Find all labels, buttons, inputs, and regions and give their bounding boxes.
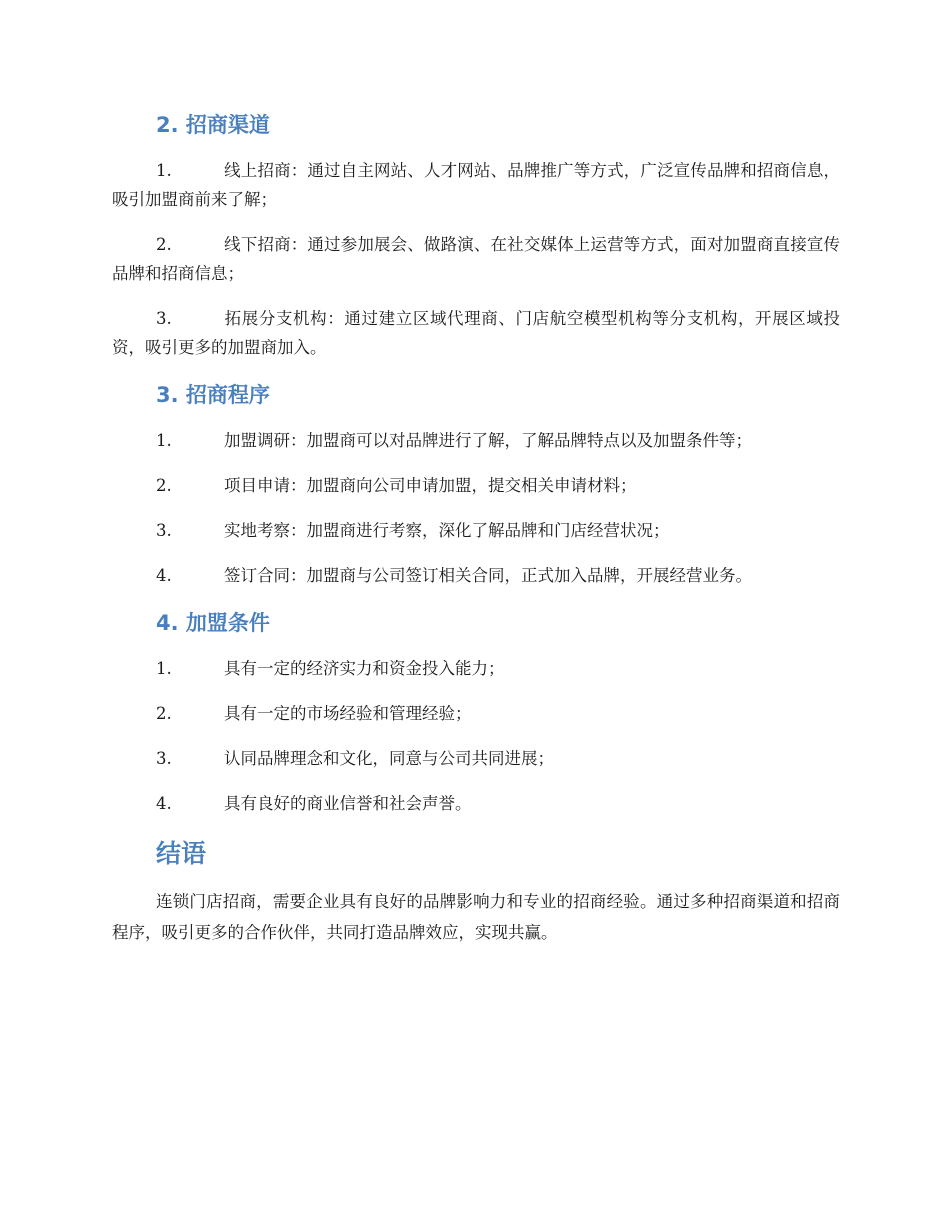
list-item-number: 1. <box>156 161 172 180</box>
section-heading-procedure: 3. 招商程序 <box>156 383 270 407</box>
list-item-text: 认同品牌理念和文化，同意与公司共同进展； <box>224 749 554 768</box>
list-item <box>112 230 840 288</box>
procedure-list <box>112 426 840 590</box>
list-item-text: 加盟调研：加盟商可以对品牌进行了解，了解品牌特点以及加盟条件等； <box>224 431 752 450</box>
section-heading-channels: 2. 招商渠道 <box>156 113 270 137</box>
list-item-number: 1. <box>156 431 172 450</box>
conclusion-paragraph: 连锁门店招商，需要企业具有良好的品牌影响力和专业的招商经验。通过多种招商渠道和招商程序，吸引更多的合作伙伴，共同打造品牌效应，实现共赢。 <box>112 892 840 942</box>
list-item <box>112 156 840 214</box>
list-item-number: 4. <box>156 566 172 585</box>
list-item-number: 2. <box>156 704 172 723</box>
list-item-number: 3. <box>156 521 172 540</box>
list-item-number: 4. <box>156 794 172 813</box>
list-item-text: 实地考察：加盟商进行考察，深化了解品牌和门店经营状况； <box>224 521 670 540</box>
list-item-number: 1. <box>156 659 172 678</box>
list-item-text: 线下招商：通过参加展会、做路演、在社交媒体上运营等方式，面对加盟商直接宣传品牌和招商信息； <box>112 235 840 283</box>
list-item-text: 线上招商：通过自主网站、人才网站、品牌推广等方式，广泛宣传品牌和招商信息，吸引加盟商前来了解； <box>112 161 840 209</box>
list-item-number: 2. <box>156 235 172 254</box>
list-item-number: 3. <box>156 749 172 768</box>
list-item-number: 2. <box>156 476 172 495</box>
list-item-text: 签订合同：加盟商与公司签订相关合同，正式加入品牌，开展经营业务。 <box>224 566 752 585</box>
list-item <box>112 654 840 683</box>
section-heading-conditions: 4. 加盟条件 <box>156 611 270 635</box>
conclusion-heading: 结语 <box>156 839 207 868</box>
list-item <box>112 699 840 728</box>
document-content <box>112 108 840 948</box>
list-item-text: 具有良好的商业信誉和社会声誉。 <box>224 794 472 813</box>
list-item-text: 项目申请：加盟商向公司申请加盟，提交相关申请材料； <box>224 476 637 495</box>
list-item <box>112 426 840 455</box>
list-item-number: 3. <box>156 309 172 328</box>
list-item <box>112 561 840 590</box>
list-item <box>112 789 840 818</box>
conditions-list <box>112 654 840 818</box>
list-item-text: 具有一定的经济实力和资金投入能力； <box>224 659 505 678</box>
list-item <box>112 744 840 773</box>
list-item-text: 拓展分支机构：通过建立区域代理商、门店航空模型机构等分支机构，开展区域投资，吸引更多的加盟商加入。 <box>112 309 840 357</box>
list-item <box>112 304 840 362</box>
list-item <box>112 516 840 545</box>
list-item-text: 具有一定的市场经验和管理经验； <box>224 704 472 723</box>
list-item <box>112 471 840 500</box>
channels-list <box>112 156 840 362</box>
